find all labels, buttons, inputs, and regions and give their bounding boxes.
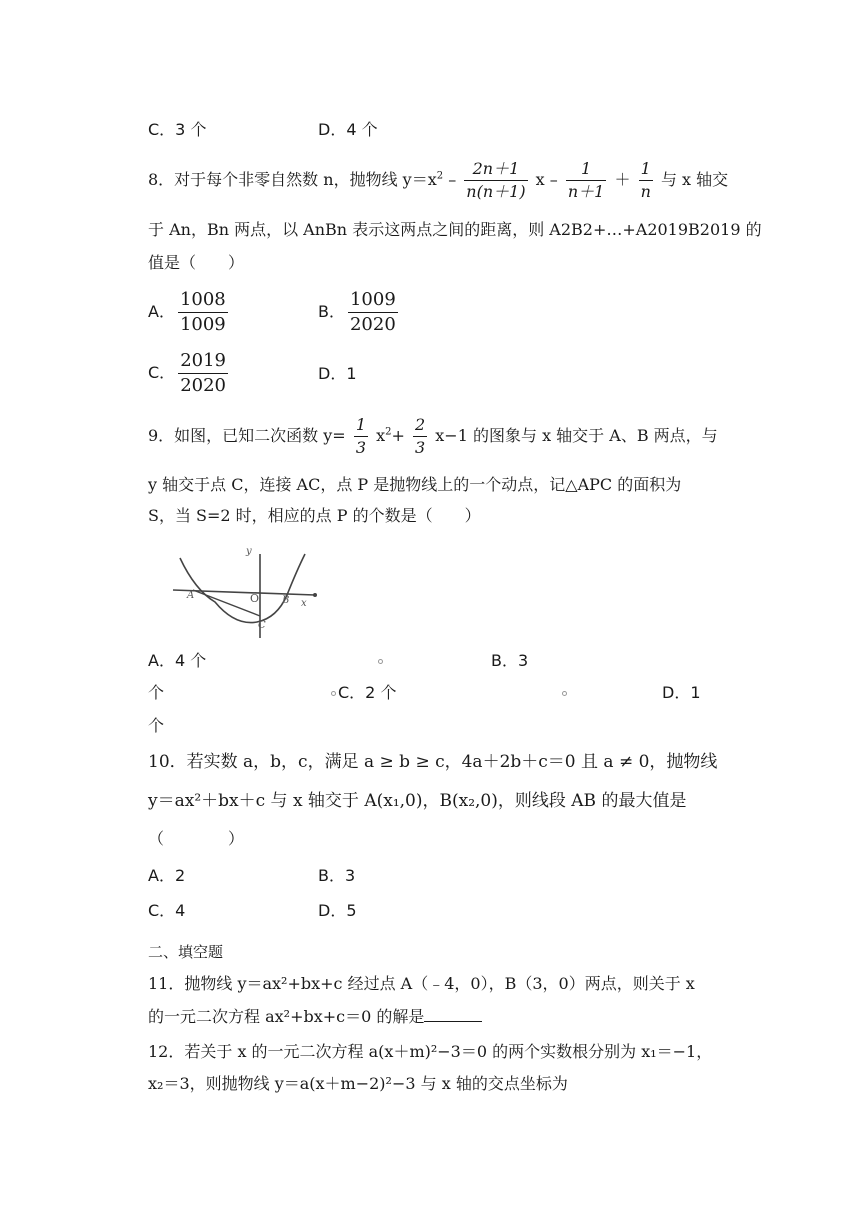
label-y: y [246, 546, 252, 557]
q9-line-2: y 轴交于点 C，连接 AC，点 P 是抛物线上的一个动点，记△APC 的面积为 [148, 475, 682, 494]
dot-marker [562, 691, 567, 696]
x-axis-arrow [313, 593, 317, 597]
q9-fraction-2: $\frac{2}{3}$ [415, 415, 426, 457]
q9-option-b-unit: 个 [148, 683, 165, 702]
q9-option-a: A．4 个 [148, 651, 207, 670]
q8-option-c: C． $\frac{2019}{2020}$ [148, 350, 226, 396]
q8-line-2: 于 An，Bn 两点，以 AnBn 表示这两点之间的距离，则 A2B2+…+A2019B2019 的 [148, 220, 762, 239]
q10-option-b: B．3 [318, 866, 356, 885]
q12-line-1: 12．若关于 x 的一元二次方程 a(x＋m)²−3＝0 的两个实数根分别为 x₁＝−1， [148, 1042, 713, 1061]
label-x: x [301, 598, 307, 609]
q9-option-d: D．1 [662, 683, 701, 702]
q9-line-1: 9．如图，已知二次函数 y= $\frac{1}{3}$ $x^2+$ $\frac{2}{3}$ x−1 的图象与 x 轴交于 A、B 两点，与 [148, 415, 718, 457]
label-a: A [187, 590, 195, 601]
q10-line-2: y＝ax²＋bx＋c 与 x 轴交于 A(x₁,0)，B(x₂,0)，则线段 AB 的最大值是 [148, 791, 687, 811]
label-o: O [250, 592, 260, 605]
q8-option-b: B． $\frac{1009}{2020}$ [318, 289, 396, 335]
section-heading: 二、填空题 [148, 943, 224, 961]
q8-option-a: A． $\frac{1008}{1009}$ [148, 289, 226, 335]
q10-line-1: 10．若实数 a，b，c，满足 a ≥ b ≥ c，4a＋2b＋c＝0 且 a ≠ 0，抛物线 [148, 752, 718, 772]
dot-marker [378, 659, 383, 664]
parabola-curve [180, 554, 305, 623]
q10-option-c: C．4 [148, 901, 186, 920]
q9-option-c: C．2 个 [338, 683, 397, 702]
q9-parabola-figure [165, 540, 325, 640]
q9-fraction-1: $\frac{1}{3}$ [355, 415, 366, 457]
q8-option-d: D．1 [318, 364, 357, 383]
q9-line-3: S，当 S=2 时，相应的点 P 的个数是（ ） [148, 506, 481, 525]
q10-line-3: （ ） [148, 829, 245, 848]
q9-option-d-unit: 个 [148, 716, 165, 735]
dot-marker [331, 691, 336, 696]
label-b: B [282, 595, 290, 606]
q7-option-c: C．3 个 [148, 120, 207, 139]
q12-line-2: x₂＝3，则抛物线 y＝a(x＋m−2)²−3 与 x 轴的交点坐标为 [148, 1074, 568, 1093]
q11-line-2: 的一元二次方程 ax²+bx+c＝0 的解是 [148, 1007, 482, 1027]
q9-option-b: B．3 [491, 651, 529, 670]
q8-fraction-2: $\frac{1}{n+1}$ [567, 159, 605, 201]
q10-option-a: A．2 [148, 866, 186, 885]
q8-fraction-3: $\frac{1}{n}$ [640, 159, 651, 201]
q11-line-1: 11．抛物线 y＝ax²+bx+c 经过点 A（﹣4，0），B（3，0）两点，则关于 x [148, 974, 695, 993]
q7-option-d: D．4 个 [318, 120, 378, 139]
answer-blank[interactable] [424, 1007, 482, 1022]
q8-line-1: 8．对于每个非零自然数 n，抛物线 $y=x^2$ – $\frac{2n+1}{n(n+1)}$ x – $\frac{1}{n+1}$ ＋ $\frac{1}{n}$ 与 x 轴交 [148, 159, 729, 201]
q8-line-3: 值是（ ） [148, 253, 245, 272]
q8-fraction-1: $\frac{2n+1}{n(n+1)}$ [466, 159, 526, 201]
q10-option-d: D．5 [318, 901, 357, 920]
label-c: C [258, 620, 266, 631]
